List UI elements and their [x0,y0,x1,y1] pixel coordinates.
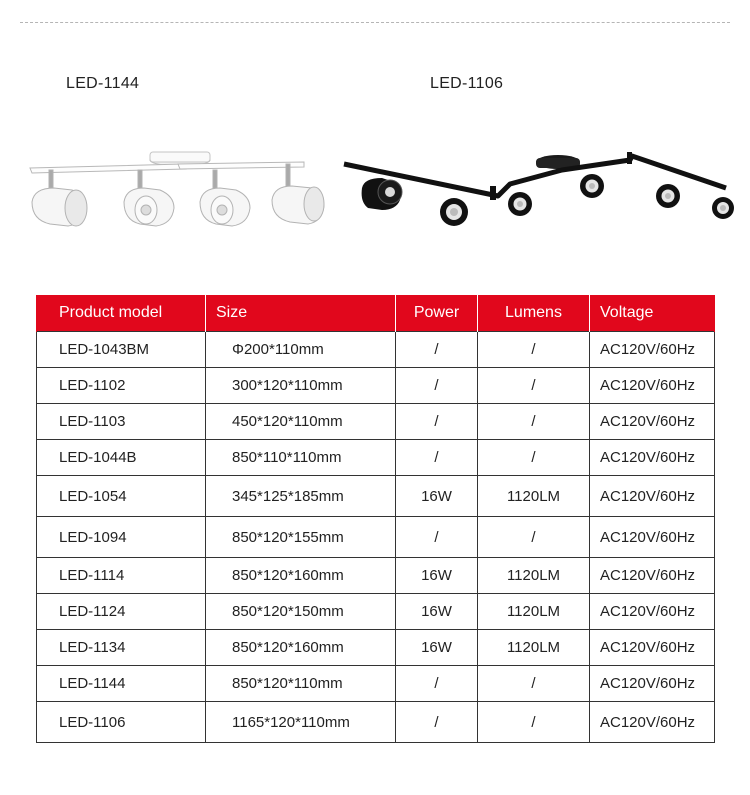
cell-lumens: 1120LM [478,594,590,630]
table-row [37,666,715,702]
cell-power: / [396,440,478,476]
cell-voltage: AC120V/60Hz [590,594,715,630]
table-row [37,517,715,558]
spec-table [36,295,715,743]
table-row [37,476,715,517]
cell-voltage: AC120V/60Hz [590,558,715,594]
cell-size: 850*120*160mm [206,630,396,666]
cell-lumens: / [478,404,590,440]
cell-power: 16W [396,476,478,517]
product-label-led-1144: LED-1144 [66,75,140,92]
cell-size: 345*125*185mm [206,476,396,517]
cell-voltage: AC120V/60Hz [590,368,715,404]
cell-voltage: AC120V/60Hz [590,517,715,558]
cell-size: 300*120*110mm [206,368,396,404]
table-header-row [37,295,715,332]
table-row [37,440,715,476]
cell-power: / [396,404,478,440]
table-row [37,594,715,630]
cell-voltage: AC120V/60Hz [590,702,715,743]
dashed-divider [20,22,730,23]
cell-power: / [396,332,478,368]
table-row [37,332,715,368]
table-row [37,558,715,594]
cell-size: 850*110*110mm [206,440,396,476]
cell-lumens: / [478,440,590,476]
cell-model: LED-1102 [37,368,206,404]
cell-size: 850*120*150mm [206,594,396,630]
cell-model: LED-1114 [37,558,206,594]
cell-voltage: AC120V/60Hz [590,332,715,368]
product-image-white-spotlight [28,140,328,240]
cell-lumens: / [478,332,590,368]
cell-power: / [396,517,478,558]
cell-size: 850*120*160mm [206,558,396,594]
cell-model: LED-1144 [37,666,206,702]
product-image-black-spotlight [342,148,742,238]
cell-lumens: 1120LM [478,476,590,517]
table-row [37,702,715,743]
cell-size: Φ200*110mm [206,332,396,368]
cell-lumens: 1120LM [478,630,590,666]
cell-model: LED-1044B [37,440,206,476]
cell-voltage: AC120V/60Hz [590,404,715,440]
cell-power: / [396,702,478,743]
cell-lumens: / [478,702,590,743]
cell-model: LED-1094 [37,517,206,558]
cell-model: LED-1134 [37,630,206,666]
header-size: Size [206,295,396,332]
cell-power: / [396,666,478,702]
cell-model: LED-1106 [37,702,206,743]
table-row [37,368,715,404]
cell-voltage: AC120V/60Hz [590,666,715,702]
cell-size: 450*120*110mm [206,404,396,440]
cell-lumens: / [478,517,590,558]
cell-power: / [396,368,478,404]
cell-power: 16W [396,630,478,666]
cell-model: LED-1103 [37,404,206,440]
cell-voltage: AC120V/60Hz [590,440,715,476]
cell-model: LED-1043BM [37,332,206,368]
header-lumens: Lumens [478,295,590,332]
header-power: Power [396,295,478,332]
cell-power: 16W [396,594,478,630]
header-voltage: Voltage [590,295,715,332]
cell-size: 850*120*110mm [206,666,396,702]
cell-size: 1165*120*110mm [206,702,396,743]
product-label-led-1106: LED-1106 [430,75,504,92]
table-row [37,404,715,440]
cell-model: LED-1054 [37,476,206,517]
cell-lumens: 1120LM [478,558,590,594]
cell-voltage: AC120V/60Hz [590,630,715,666]
cell-lumens: / [478,368,590,404]
cell-power: 16W [396,558,478,594]
table-row [37,630,715,666]
cell-voltage: AC120V/60Hz [590,476,715,517]
cell-size: 850*120*155mm [206,517,396,558]
header-product-model: Product model [37,295,206,332]
cell-lumens: / [478,666,590,702]
cell-model: LED-1124 [37,594,206,630]
